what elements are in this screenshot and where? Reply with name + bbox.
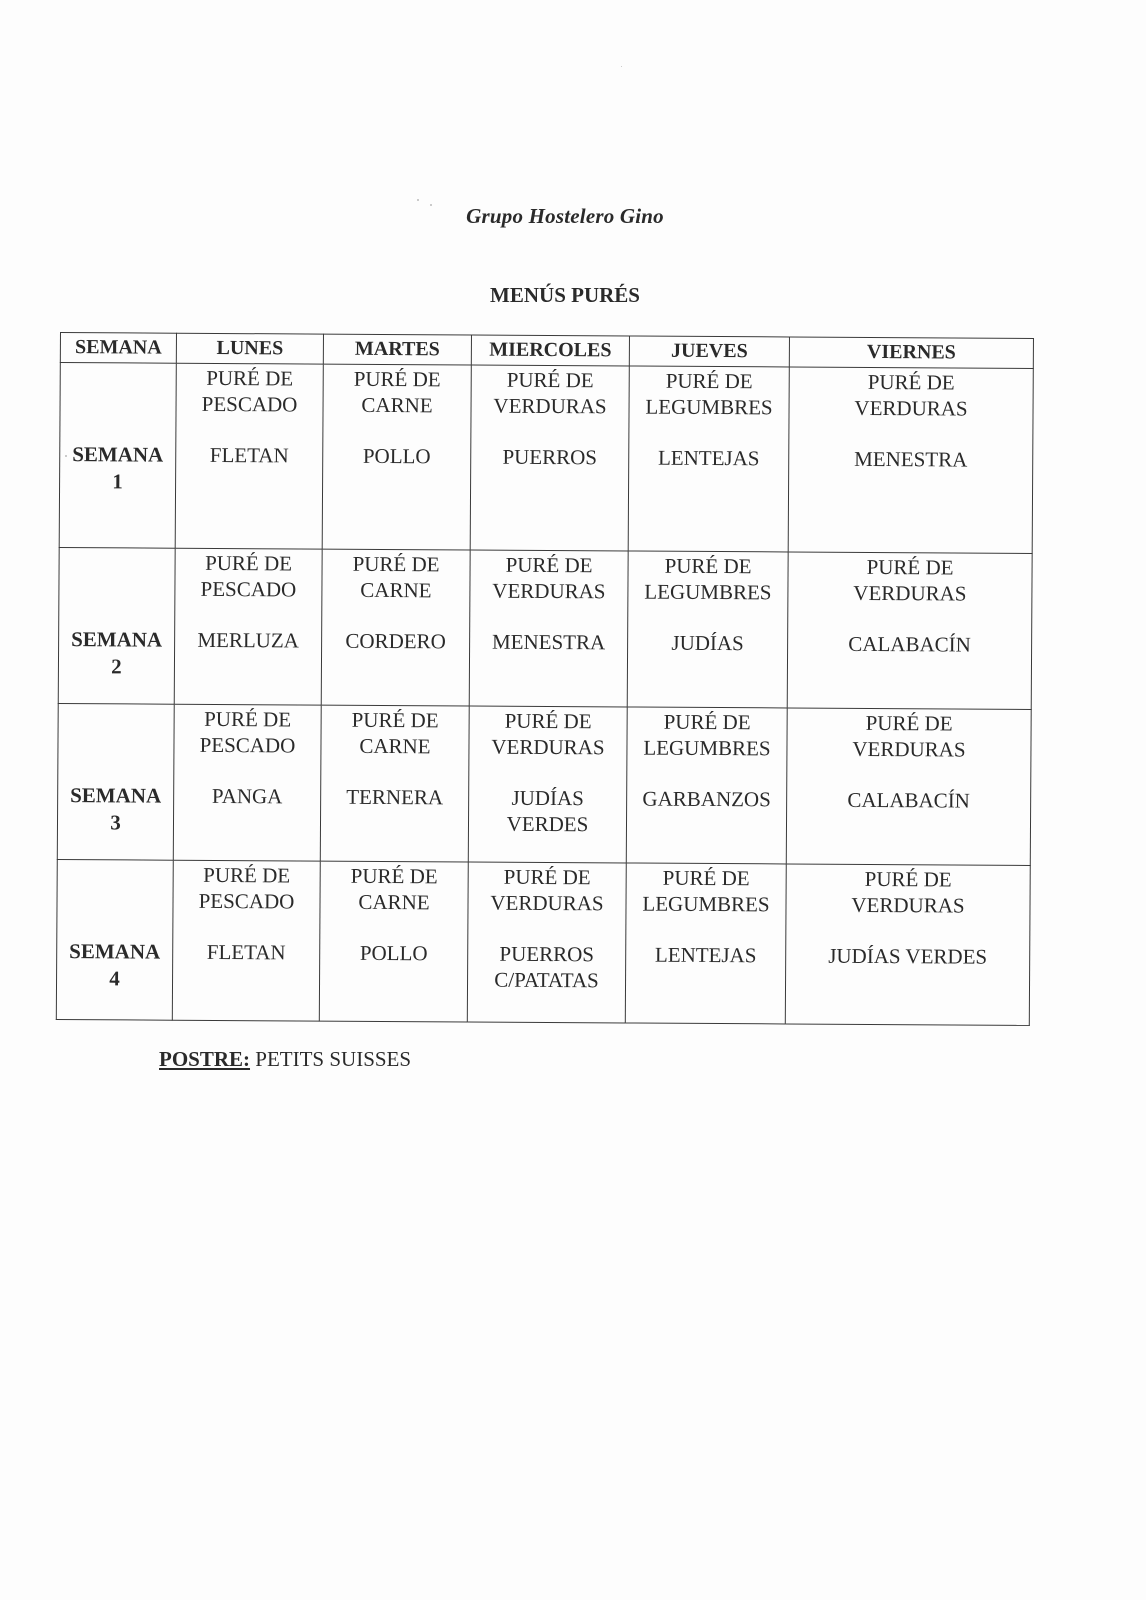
menu-cell-thursday <box>625 863 786 1024</box>
week-label-line: 2 <box>111 654 122 679</box>
week-label-line: 3 <box>110 810 121 835</box>
dish-name <box>175 627 321 654</box>
header-cell-friday: VIERNES <box>789 337 1033 368</box>
puree-category-line: LEGUMBRES <box>643 735 771 761</box>
dish-name-line: MERLUZA <box>197 627 299 653</box>
dish-name-line: PUERROS <box>502 444 598 470</box>
dish-name <box>176 442 322 469</box>
puree-category-line: PURÉ DE <box>205 550 293 576</box>
puree-category-line: PURÉ DE <box>662 865 750 891</box>
dish-name-line: MENESTRA <box>854 446 968 472</box>
puree-category-line: PURÉ DE <box>350 863 438 889</box>
dish-name-line: PUERROS <box>499 941 595 967</box>
week-label-line: SEMANA <box>69 939 161 964</box>
puree-category-line: PURÉ DE <box>204 706 292 732</box>
week-cell <box>59 363 176 549</box>
dish-name <box>469 785 626 838</box>
dish-name <box>628 629 787 656</box>
dish-name-line: CALABACÍN <box>848 631 971 657</box>
puree-category-line: VERDURAS <box>853 580 967 606</box>
menu-cell-tuesday <box>320 705 469 862</box>
menu-title <box>0 283 1146 308</box>
header-cell-wednesday: MIERCOLES <box>471 335 629 366</box>
dish-name-line: TERNERA <box>346 784 444 810</box>
table-row <box>59 363 1033 554</box>
menu-cell-thursday <box>626 707 787 864</box>
week-label-line: 1 <box>112 469 123 494</box>
dish-name <box>627 785 786 812</box>
menu-cell-monday <box>175 363 323 549</box>
dish-name <box>321 784 468 811</box>
dish-name-line: C/PATATAS <box>494 967 599 993</box>
puree-category-line: PURÉ DE <box>505 552 593 578</box>
menu-cell-wednesday <box>469 550 628 707</box>
dish-name-line: JUDÍAS <box>511 785 584 811</box>
puree-category-line: PURÉ DE <box>504 708 592 734</box>
dish-name-line: LENTEJAS <box>654 942 757 968</box>
puree-category-line: CARNE <box>358 889 430 915</box>
week-label-line: SEMANA <box>72 442 164 467</box>
puree-category-line: VERDURAS <box>851 892 965 918</box>
header-cell-monday: LUNES <box>176 333 323 364</box>
scan-speck <box>430 204 432 206</box>
dessert-line <box>159 1047 411 1072</box>
puree-category-line: PURÉ DE <box>353 366 441 392</box>
dish-name-line: VERDES <box>506 811 589 837</box>
dish-name-line: CALABACÍN <box>847 787 970 813</box>
menu-cell-friday <box>787 552 1032 709</box>
puree-category-line: PURÉ DE <box>503 864 591 890</box>
header-cell-thursday: JUEVES <box>629 336 789 367</box>
dish-name <box>789 445 1032 472</box>
table-body <box>56 363 1033 1026</box>
menu-cell-monday <box>172 860 320 1021</box>
dessert-label: POSTRE: <box>159 1047 251 1071</box>
dish-name <box>174 783 320 810</box>
week-label-line: SEMANA <box>71 627 163 652</box>
menu-cell-friday <box>788 367 1033 553</box>
weekly-menu-table <box>56 332 1034 1026</box>
dish-name-line: MENESTRA <box>491 629 606 655</box>
dish-name-line: GARBANZOS <box>642 786 771 812</box>
header-cell-tuesday: MARTES <box>323 334 471 365</box>
scan-speck <box>621 66 622 67</box>
puree-category-line: PURÉ DE <box>506 367 594 393</box>
puree-category-line: VERDURAS <box>491 734 605 760</box>
puree-category-line: PURÉ DE <box>206 365 294 391</box>
puree-category-line: PURÉ DE <box>352 551 440 577</box>
puree-category-line: PURÉ DE <box>864 866 952 892</box>
menu-cell-wednesday <box>467 862 626 1023</box>
dish-name <box>787 786 1030 813</box>
puree-category-line: VERDURAS <box>490 890 604 916</box>
puree-category-line: PURÉ DE <box>664 553 752 579</box>
puree-category-line: PURÉ DE <box>203 862 291 888</box>
scan-speck <box>65 455 67 457</box>
dish-name-line: POLLO <box>359 940 428 966</box>
puree-category-line: VERDURAS <box>493 393 607 419</box>
table-row <box>57 703 1031 865</box>
puree-category-line: LEGUMBRES <box>642 891 770 917</box>
puree-category-line: PURÉ DE <box>351 707 439 733</box>
dish-name-line: LENTEJAS <box>657 445 760 471</box>
table-row <box>56 859 1030 1025</box>
puree-category-line: PESCADO <box>200 576 297 602</box>
dish-name <box>470 629 627 656</box>
header-cell-week: SEMANA <box>60 333 176 364</box>
puree-category-line: PURÉ DE <box>867 369 955 395</box>
company-title-text: Grupo Hostelero Gino <box>466 204 664 228</box>
menu-cell-wednesday <box>470 365 629 551</box>
puree-category-line: LEGUMBRES <box>645 394 773 420</box>
puree-category-line: PESCADO <box>199 732 296 758</box>
menu-cell-friday <box>786 708 1031 865</box>
dish-name-line: FLETAN <box>209 442 289 468</box>
scan-speck <box>417 199 419 201</box>
menu-cell-monday <box>174 548 322 705</box>
menu-cell-thursday <box>628 366 789 552</box>
puree-category-line: LEGUMBRES <box>644 579 772 605</box>
dish-name-line: CORDERO <box>345 628 446 654</box>
menu-cell-tuesday <box>321 549 470 706</box>
dish-name-line: JUDÍAS VERDES <box>828 943 988 969</box>
dish-name-line: FLETAN <box>206 939 286 965</box>
puree-category-line: VERDURAS <box>852 736 966 762</box>
company-title <box>0 204 1146 229</box>
puree-category-line: CARNE <box>360 577 432 603</box>
week-label-line: SEMANA <box>70 783 162 808</box>
week-cell <box>58 547 175 704</box>
menu-cell-wednesday <box>468 706 627 863</box>
week-cell <box>56 859 173 1020</box>
puree-category-line: PESCADO <box>198 888 295 914</box>
menu-cell-friday <box>785 864 1030 1025</box>
puree-category-line: VERDURAS <box>492 578 606 604</box>
puree-category-line: VERDURAS <box>854 395 968 421</box>
puree-category-line: CARNE <box>359 733 431 759</box>
table-row <box>58 547 1032 709</box>
puree-category-line: CARNE <box>361 392 433 418</box>
menu-cell-tuesday <box>322 364 471 550</box>
dish-name <box>322 628 469 655</box>
dish-name-line: JUDÍAS <box>671 630 744 656</box>
puree-category-line: PURÉ DE <box>866 554 954 580</box>
dish-name-line: POLLO <box>362 443 431 469</box>
dish-name-line: PANGA <box>211 783 283 809</box>
dish-name <box>173 939 319 966</box>
dish-name <box>786 942 1029 969</box>
puree-category-line: PURÉ DE <box>665 368 753 394</box>
puree-category-line: PURÉ DE <box>865 710 953 736</box>
week-label-line: 4 <box>109 966 120 991</box>
dish-name <box>788 630 1031 657</box>
dessert-value: PETITS SUISSES <box>250 1047 412 1071</box>
dish-name <box>320 940 467 967</box>
dish-name <box>323 443 470 470</box>
menu-cell-tuesday <box>319 861 468 1022</box>
puree-category-line: PURÉ DE <box>663 709 751 735</box>
menu-cell-monday <box>173 704 321 861</box>
week-cell <box>57 703 174 860</box>
dish-name <box>629 444 788 471</box>
menu-cell-thursday <box>627 551 788 708</box>
dish-name <box>471 444 628 471</box>
puree-category-line: PESCADO <box>201 391 298 417</box>
dish-name <box>468 941 625 994</box>
dish-name <box>626 941 785 968</box>
menu-title-text: MENÚS PURÉS <box>490 283 640 307</box>
